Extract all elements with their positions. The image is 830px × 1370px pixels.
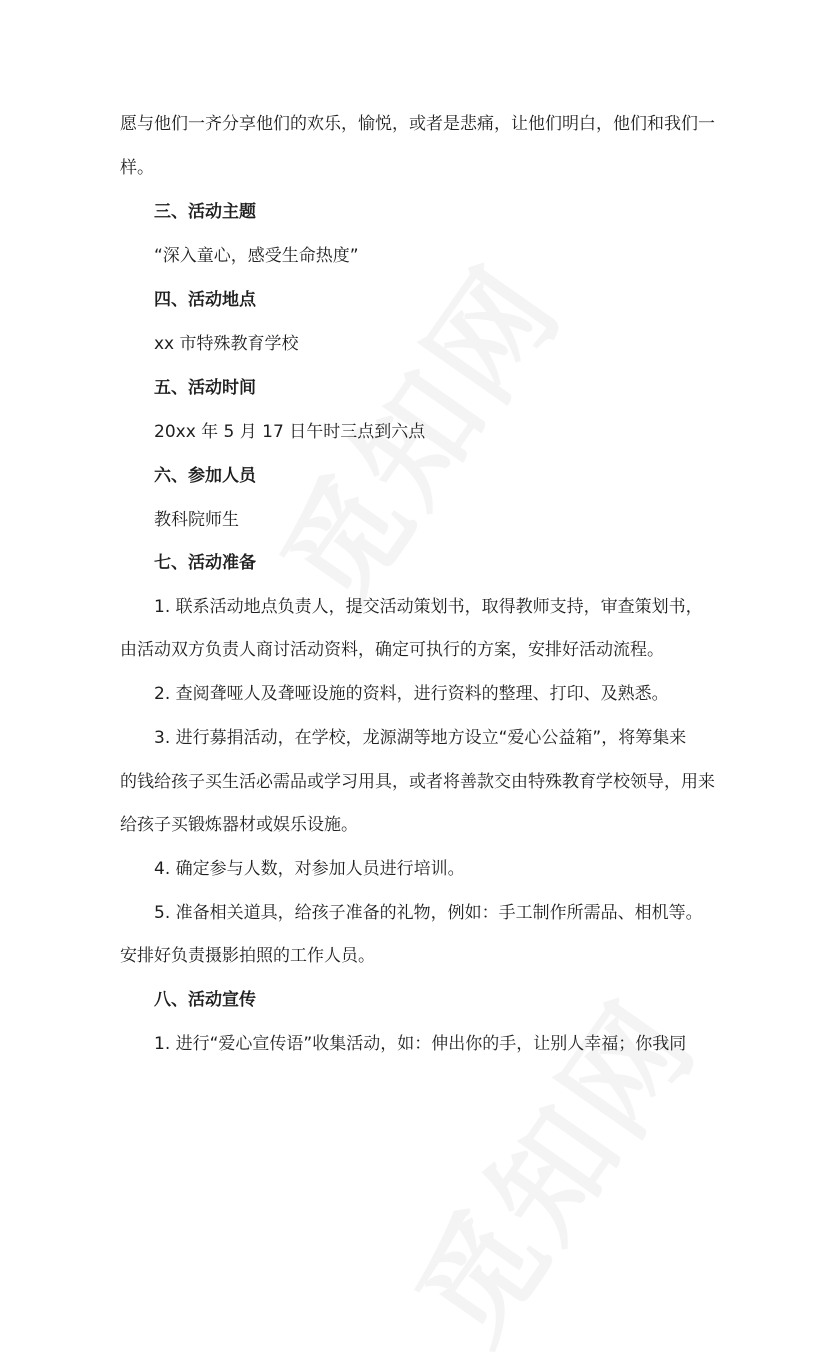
watermark [370, 962, 728, 1370]
section-heading: 八、活动宣传 [154, 990, 256, 1010]
body-text: 由活动双方负责人商讨活动资料，确定可执行的方案，安排好活动流程。 [120, 640, 664, 660]
list-item: 5. 准备相关道具，给孩子准备的礼物，例如：手工制作所需品、相机等。 [154, 903, 703, 923]
section-heading: 四、活动地点 [154, 290, 256, 310]
section-heading: 七、活动准备 [154, 553, 256, 573]
list-item: 1. 进行“爱心宣传语”收集活动，如：伸出你的手，让别人幸福；你我同 [154, 1034, 687, 1054]
section-heading: 六、参加人员 [154, 466, 256, 486]
body-text: 给孩子买锻炼器材或娱乐设施。 [120, 815, 358, 835]
list-item: 3. 进行募捐活动，在学校，龙源湖等地方设立“爱心公益箱”，将筹集来 [154, 728, 687, 748]
list-item: 1. 联系活动地点负责人，提交活动策划书，取得教师支持，审查策划书， [154, 597, 703, 617]
body-text: “深入童心，感受生命热度” [154, 246, 359, 266]
body-text: 愿与他们一齐分享他们的欢乐，愉悦，或者是悲痛，让他们明白，他们和我们一 [120, 114, 715, 134]
body-text: 教科院师生 [154, 510, 239, 530]
body-text: 20xx 年 5 月 17 日午时三点到六点 [154, 422, 426, 442]
section-heading: 三、活动主题 [154, 202, 256, 222]
body-text: 的钱给孩子买生活必需品或学习用具，或者将善款交由特殊教育学校领导，用来 [120, 772, 715, 792]
body-text: xx 市特殊教育学校 [154, 334, 299, 354]
body-text: 样。 [120, 158, 154, 178]
list-item: 2. 查阅聋哑人及聋哑设施的资料，进行资料的整理、打印、及熟悉。 [154, 684, 669, 704]
body-text: 安排好负责摄影拍照的工作人员。 [120, 946, 375, 966]
list-item: 4. 确定参与人数，对参加人员进行培训。 [154, 859, 465, 879]
section-heading: 五、活动时间 [154, 378, 256, 398]
